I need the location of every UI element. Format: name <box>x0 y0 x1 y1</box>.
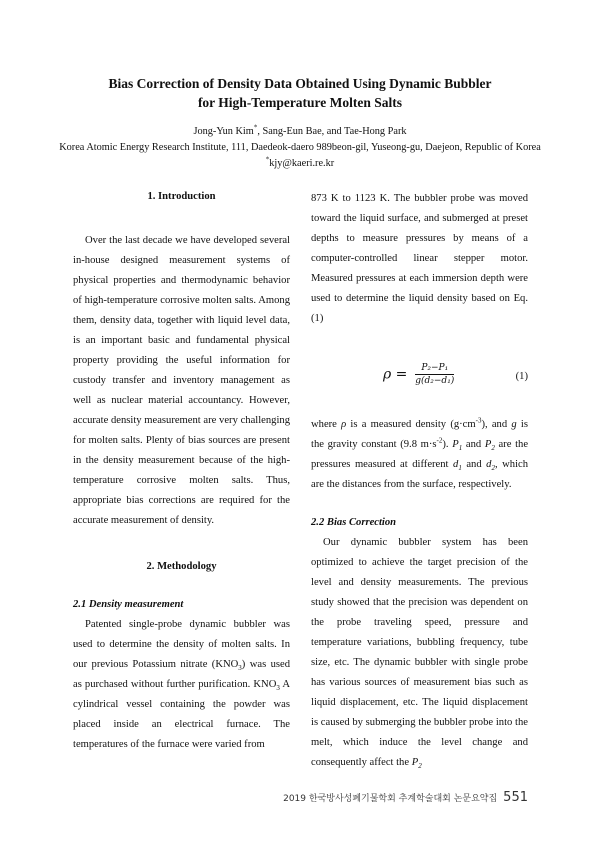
author-names-rest: , Sang-Eun Bae, and Tae-Hong Park <box>257 126 407 137</box>
text: ), and <box>481 419 512 430</box>
superscript: -2 <box>436 436 443 445</box>
text: are the pressures measured at different <box>311 439 529 470</box>
corresponding-mark: * <box>253 123 258 132</box>
density-text-c: A cylindrical vessel containing the powder was placed inside an electrical furnace. The temperatures of the furnace were varied from <box>73 679 290 750</box>
subsection-heading-density: 2.1 Density measurement <box>73 599 184 610</box>
symbol-d2: d <box>486 459 492 470</box>
text: is a measured density (g·cm <box>346 419 476 430</box>
symbol-d1: d <box>453 459 459 470</box>
subscript: 3 <box>276 684 280 693</box>
equation-number: (1) <box>515 371 528 382</box>
subscript: 2 <box>418 762 422 771</box>
introduction-paragraph: Over the last decade we have developed several in-house designed measurement systems of physical properties and thermodynamic behavior of high-temperature corrosive molten salts. Among them, density data, together with liquid level data, is an important basic and fundamental physical property providing the useful information for custody transfer and inventory management as well as nuclear material accountancy. However, accurate density measurement are very challenging for molten salts. Plenty of bias sources are present in the density measurement because of the high-temperature corrosive molten salts. Thus, appropriate bias corrections are required for the accurate measurement of density. <box>73 235 290 526</box>
page-footer <box>283 790 528 805</box>
author-name-first: Jong-Yun Kim <box>193 126 254 137</box>
page-number: 551 <box>503 790 528 805</box>
density-paragraph <box>73 615 290 755</box>
symbol-p2: P <box>411 757 419 768</box>
symbol-g: g <box>511 419 517 430</box>
equation-1 <box>311 359 528 401</box>
where-paragraph <box>311 415 528 495</box>
superscript: -3 <box>475 416 482 425</box>
symbol-p2: P <box>484 439 492 450</box>
section-heading-methodology: 2. Methodology <box>146 561 217 572</box>
conference-name: 2019 한국방사성폐기물학회 추계학술대회 논문요약집 <box>283 794 498 804</box>
text: where <box>311 419 342 430</box>
subscript: 2 <box>491 464 495 473</box>
equation-denominator: g(d₂−d₁) <box>415 376 455 386</box>
text: is the gravity constant (9.8 m·s <box>311 419 528 450</box>
equation-numerator: P₂−P₁ <box>415 363 454 375</box>
email-address: kjy@kaeri.re.kr <box>269 158 335 169</box>
text: ). <box>442 439 453 450</box>
email <box>0 156 600 172</box>
symbol-p1: P <box>452 439 459 450</box>
subsection-heading-bias: 2.2 Bias Correction <box>311 517 397 528</box>
left-column <box>73 187 290 755</box>
affiliation: Korea Atomic Energy Research Institute, 111, Daedeok-daero 989beon-gil, Yuseong-gu, Daejeon, Republic of Korea <box>59 142 541 153</box>
equation-body <box>383 363 454 386</box>
title-line-2: for High-Temperature Molten Salts <box>197 95 403 110</box>
subscript: 3 <box>238 664 242 673</box>
subscript: 1 <box>458 464 462 473</box>
paper-title <box>0 74 600 112</box>
text: , which are the distances from the surface, respectively. <box>311 459 529 490</box>
measurement-paragraph: 873 K to 1123 K. The bubbler probe was moved toward the liquid surface, and submerged at preset depths to measure pressures by means of a computer-controlled linear stepper motor. Measured pressures at each immersion depth were used to determine the liquid density based on Eq. (1) <box>311 193 528 324</box>
text: and <box>461 459 487 470</box>
equation-fraction <box>415 363 454 386</box>
subscript: 1 <box>458 444 463 453</box>
email-mark: * <box>265 155 270 164</box>
text: and <box>462 439 485 450</box>
density-text-b: ) was used as purchased without further purification. KNO <box>73 659 291 690</box>
text: Our dynamic bubbler system has been optimized to achieve the target precision of the level and density measurements. The previous study showed that the precision was dependent on the probe traveling speed, pressure and temperature variations, bubbling frequency, tube size, etc. The dynamic bubbler with single probe has various sources of measurement bias such as liquid displacement, etc. The liquid displacement is caused by submerging the bubbler probe into the melt, which induce the level change and consequently affect the <box>311 537 528 768</box>
bias-paragraph <box>311 533 528 773</box>
section-heading-introduction: 1. Introduction <box>147 191 216 202</box>
symbol-rho: ρ <box>341 419 347 430</box>
author-names <box>0 124 600 140</box>
equation-lhs: ρ = <box>383 366 408 383</box>
density-text-a: Patented single-probe dynamic bubbler was used to determine the density of molten salts. In our previous Potassium nitrate (KNO <box>73 619 290 670</box>
author-block <box>0 124 600 172</box>
title-line-1: Bias Correction of Density Data Obtained Using Dynamic Bubbler <box>108 76 492 91</box>
subscript: 2 <box>491 444 495 453</box>
right-column <box>311 189 528 773</box>
